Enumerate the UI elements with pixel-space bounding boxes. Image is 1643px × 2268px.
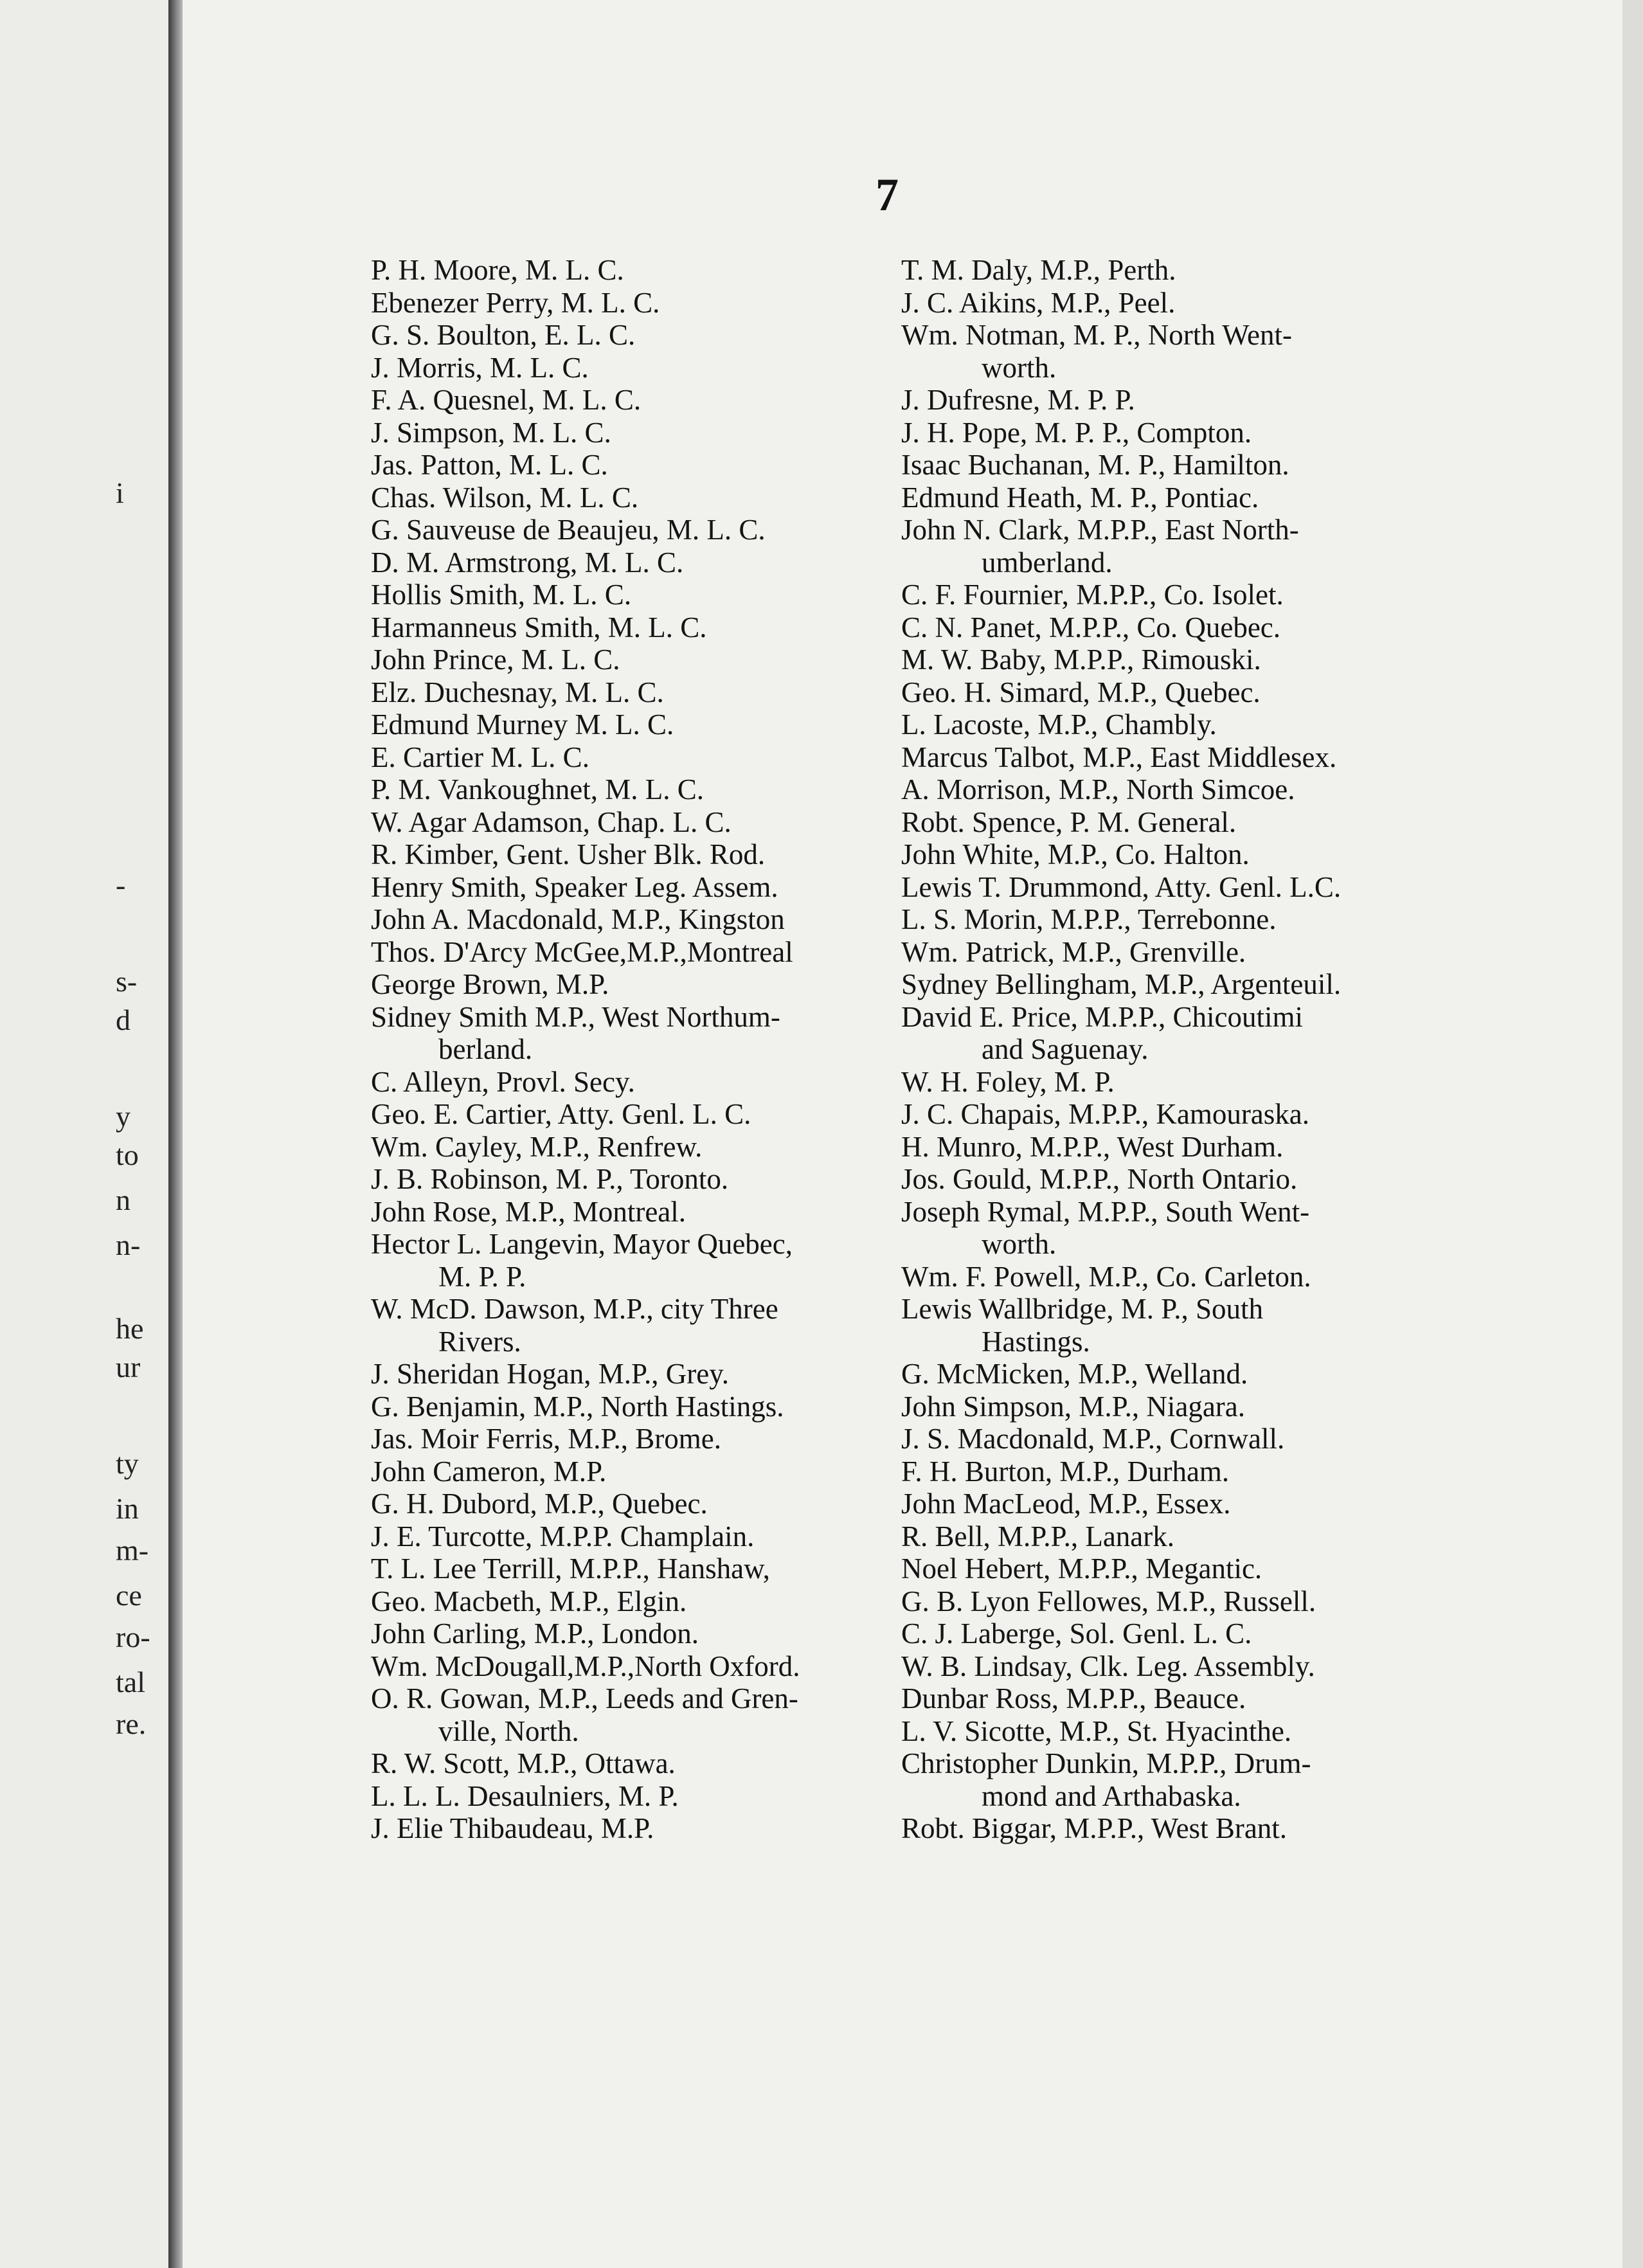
list-item: O. R. Gowan, M.P., Leeds and Gren-	[371, 1682, 798, 1715]
list-item: R. Bell, M.P.P., Lanark.	[901, 1520, 1175, 1553]
list-item: M. W. Baby, M.P.P., Rimouski.	[901, 644, 1261, 676]
right-column-list	[901, 254, 1441, 1845]
list-item: Robt. Spence, P. M. General.	[901, 806, 1237, 838]
list-item: John Rose, M.P., Montreal.	[371, 1195, 687, 1228]
list-item: F. A. Quesnel, M. L. C.	[371, 384, 642, 416]
facing-page	[0, 0, 172, 2268]
list-item: Jos. Gould, M.P.P., North Ontario.	[901, 1163, 1298, 1195]
list-item-continuation: worth.	[982, 351, 1057, 384]
list-item: John Prince, M. L. C.	[371, 644, 620, 676]
list-item: Geo. H. Simard, M.P., Quebec.	[901, 676, 1261, 708]
list-item: J. B. Robinson, M. P., Toronto.	[371, 1163, 729, 1195]
list-item: J. Sheridan Hogan, M.P., Grey.	[371, 1358, 730, 1390]
list-item: Dunbar Ross, M.P.P., Beauce.	[901, 1682, 1246, 1715]
list-item: G. Sauveuse de Beaujeu, M. L. C.	[371, 514, 766, 546]
list-item-continuation: M. P. P.	[438, 1260, 526, 1293]
facing-page-fragment: n-	[116, 1228, 141, 1261]
facing-page-fragment: d	[116, 1004, 130, 1036]
list-item-continuation: berland.	[438, 1033, 533, 1065]
list-item: J. C. Chapais, M.P.P., Kamouraska.	[901, 1098, 1310, 1130]
list-item: E. Cartier M. L. C.	[371, 741, 589, 773]
list-item-continuation: worth.	[982, 1228, 1057, 1260]
facing-page-fragment: in	[116, 1492, 139, 1525]
list-item: John White, M.P., Co. Halton.	[901, 838, 1250, 870]
facing-page-fragment: to	[116, 1138, 139, 1171]
list-item: Christopher Dunkin, M.P.P., Drum-	[901, 1747, 1311, 1779]
list-item: L. Lacoste, M.P., Chambly.	[901, 708, 1217, 741]
list-item: C. N. Panet, M.P.P., Co. Quebec.	[901, 611, 1281, 644]
list-item-continuation: mond and Arthabaska.	[982, 1779, 1241, 1812]
list-item: P. H. Moore, M. L. C.	[371, 254, 624, 286]
list-item: C. F. Fournier, M.P.P., Co. Isolet.	[901, 579, 1284, 611]
facing-page-fragment: y	[116, 1100, 130, 1133]
list-item: Edmund Murney M. L. C.	[371, 708, 674, 741]
list-item: Marcus Talbot, M.P., East Middlesex.	[901, 741, 1337, 773]
list-item: Robt. Biggar, M.P.P., West Brant.	[901, 1812, 1288, 1844]
list-item: John A. Macdonald, M.P., Kingston	[371, 903, 785, 935]
list-item: Geo. Macbeth, M.P., Elgin.	[371, 1585, 687, 1617]
list-item: Henry Smith, Speaker Leg. Assem.	[371, 870, 778, 903]
facing-page-fragment: -	[116, 869, 126, 901]
list-item: Harmanneus Smith, M. L. C.	[371, 611, 707, 644]
list-item: R. W. Scott, M.P., Ottawa.	[371, 1747, 676, 1779]
list-item: David E. Price, M.P.P., Chicoutimi	[901, 1000, 1304, 1033]
list-item: Chas. Wilson, M. L. C.	[371, 481, 639, 514]
list-item: J. Dufresne, M. P. P.	[901, 384, 1135, 416]
list-item: Elz. Duchesnay, M. L. C.	[371, 676, 664, 708]
list-item: G. McMicken, M.P., Welland.	[901, 1358, 1248, 1390]
page-number: 7	[875, 169, 899, 221]
list-item: C. J. Laberge, Sol. Genl. L. C.	[901, 1617, 1252, 1650]
list-item: John Carling, M.P., London.	[371, 1617, 699, 1650]
list-item: J. C. Aikins, M.P., Peel.	[901, 286, 1176, 319]
list-item: L. L. L. Desaulniers, M. P.	[371, 1779, 679, 1812]
list-item: Sidney Smith M.P., West Northum-	[371, 1000, 780, 1033]
list-item: John MacLeod, M.P., Essex.	[901, 1488, 1231, 1520]
list-item: W. B. Lindsay, Clk. Leg. Assembly.	[901, 1650, 1315, 1682]
list-item: G. B. Lyon Fellowes, M.P., Russell.	[901, 1585, 1316, 1617]
list-item: W. McD. Dawson, M.P., city Three	[371, 1293, 778, 1325]
list-item-continuation: Rivers.	[438, 1325, 521, 1358]
list-item: J. Morris, M. L. C.	[371, 351, 589, 384]
list-item: R. Kimber, Gent. Usher Blk. Rod.	[371, 838, 766, 870]
facing-page-fragment: s-	[116, 965, 138, 998]
facing-page-fragment: ro-	[116, 1621, 150, 1653]
list-item: Jas. Moir Ferris, M.P., Brome.	[371, 1423, 722, 1455]
facing-page-fragment: tal	[116, 1666, 145, 1698]
list-item: L. S. Morin, M.P.P., Terrebonne.	[901, 903, 1277, 935]
left-column-list	[371, 254, 904, 1845]
list-item: Lewis Wallbridge, M. P., South	[901, 1293, 1264, 1325]
list-item: T. L. Lee Terrill, M.P.P., Hanshaw,	[371, 1553, 770, 1585]
list-item: Hollis Smith, M. L. C.	[371, 579, 632, 611]
list-item: Jas. Patton, M. L. C.	[371, 449, 608, 481]
facing-page-fragment: m-	[116, 1534, 149, 1567]
list-item: Lewis T. Drummond, Atty. Genl. L.C.	[901, 870, 1342, 903]
list-item: J. Simpson, M. L. C.	[371, 416, 611, 449]
list-item: J. Elie Thibaudeau, M.P.	[371, 1812, 654, 1844]
list-item-continuation: ville, North.	[438, 1715, 579, 1747]
facing-page-fragment: ty	[116, 1447, 139, 1480]
list-item: Edmund Heath, M. P., Pontiac.	[901, 481, 1259, 514]
list-item: F. H. Burton, M.P., Durham.	[901, 1455, 1230, 1488]
list-item: Joseph Rymal, M.P.P., South Went-	[901, 1195, 1310, 1228]
list-item: Wm. Notman, M. P., North Went-	[901, 319, 1293, 351]
page-edge	[1622, 0, 1643, 2268]
list-item: Geo. E. Cartier, Atty. Genl. L. C.	[371, 1098, 751, 1130]
list-item: W. H. Foley, M. P.	[901, 1065, 1115, 1098]
facing-page-fragment: re.	[116, 1707, 147, 1740]
facing-page-fragment: ur	[116, 1351, 141, 1383]
list-item: P. M. Vankoughnet, M. L. C.	[371, 773, 704, 806]
list-item: A. Morrison, M.P., North Simcoe.	[901, 773, 1295, 806]
list-item: Sydney Bellingham, M.P., Argenteuil.	[901, 968, 1342, 1000]
list-item: Wm. Patrick, M.P., Grenville.	[901, 935, 1246, 968]
list-item: D. M. Armstrong, M. L. C.	[371, 546, 684, 579]
list-item: J. H. Pope, M. P. P., Compton.	[901, 416, 1252, 449]
list-item: Thos. D'Arcy McGee,M.P.,Montreal	[371, 935, 793, 968]
list-item: G. Benjamin, M.P., North Hastings.	[371, 1390, 784, 1423]
list-item: Wm. McDougall,M.P.,North Oxford.	[371, 1650, 800, 1682]
list-item: J. E. Turcotte, M.P.P. Champlain.	[371, 1520, 755, 1553]
list-item: John N. Clark, M.P.P., East North-	[901, 514, 1299, 546]
facing-page-fragment: i	[116, 476, 124, 509]
list-item: C. Alleyn, Provl. Secy.	[371, 1065, 635, 1098]
facing-page-fragment: ce	[116, 1579, 142, 1612]
list-item: Hector L. Langevin, Mayor Quebec,	[371, 1228, 793, 1260]
list-item: G. H. Dubord, M.P., Quebec.	[371, 1488, 708, 1520]
list-item: Wm. F. Powell, M.P., Co. Carleton.	[901, 1260, 1311, 1293]
list-item: G. S. Boulton, E. L. C.	[371, 319, 636, 351]
list-item-continuation: Hastings.	[982, 1325, 1090, 1358]
facing-page-fragment: he	[116, 1312, 144, 1345]
list-item-continuation: umberland.	[982, 546, 1113, 579]
list-item: John Cameron, M.P.	[371, 1455, 607, 1488]
facing-page-fragment: n	[116, 1184, 130, 1216]
list-item: Wm. Cayley, M.P., Renfrew.	[371, 1130, 703, 1163]
list-item: J. S. Macdonald, M.P., Cornwall.	[901, 1423, 1285, 1455]
list-item: L. V. Sicotte, M.P., St. Hyacinthe.	[901, 1715, 1292, 1747]
list-item: W. Agar Adamson, Chap. L. C.	[371, 806, 732, 838]
list-item: George Brown, M.P.	[371, 968, 609, 1000]
list-item: T. M. Daly, M.P., Perth.	[901, 254, 1176, 286]
list-item: Isaac Buchanan, M. P., Hamilton.	[901, 449, 1289, 481]
list-item: H. Munro, M.P.P., West Durham.	[901, 1130, 1284, 1163]
binding-gutter	[168, 0, 183, 2268]
list-item-continuation: and Saguenay.	[982, 1033, 1149, 1065]
list-item: John Simpson, M.P., Niagara.	[901, 1390, 1246, 1423]
list-item: Ebenezer Perry, M. L. C.	[371, 286, 660, 319]
list-item: Noel Hebert, M.P.P., Megantic.	[901, 1553, 1262, 1585]
